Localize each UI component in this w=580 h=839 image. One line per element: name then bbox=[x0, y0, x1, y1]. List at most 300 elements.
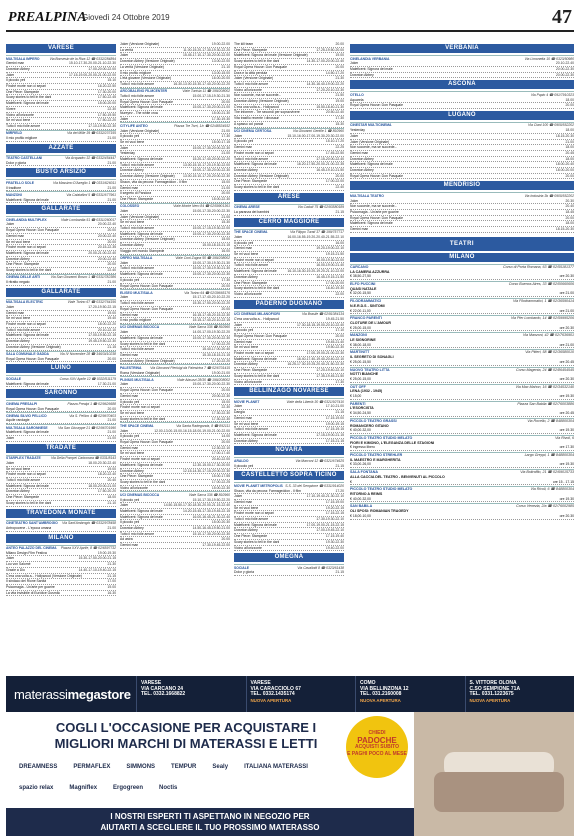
film-title: Joker bbox=[120, 295, 129, 300]
film-title: Tutto il mio folle amore bbox=[120, 226, 155, 230]
film-title: Il ritratto negato bbox=[6, 280, 30, 284]
film-title: Joker bbox=[120, 428, 129, 433]
showtimes: 17.30 bbox=[335, 379, 344, 384]
city-header: TRAVEDONA MONATE bbox=[6, 509, 116, 518]
showtimes: 18.00 bbox=[565, 128, 574, 133]
film-title: Royal Opera House: Don Pasquale bbox=[120, 388, 173, 393]
film-title: One Piece: Stampede bbox=[6, 89, 40, 94]
theatre-title: PICCOLO TEATRO STREHLER bbox=[350, 453, 403, 458]
theatre-title: NUOVO TEATRO LITTA bbox=[350, 367, 390, 372]
showtimes: 21.10 bbox=[107, 500, 116, 505]
cinema-address: Via IV Novembre 28 ☎ 346/3410238 bbox=[59, 352, 116, 357]
showtimes: 17.00-19.00-21.00-22.30 bbox=[306, 351, 344, 356]
show-details bbox=[350, 309, 574, 315]
cinema-title: SOCIALE bbox=[234, 565, 250, 570]
film-title: Grazie a Dio bbox=[6, 567, 25, 572]
brand-logo: TEMPUR bbox=[171, 763, 197, 770]
film-title: Tutto il mio folle amore bbox=[234, 427, 269, 432]
film-title: Gemini man bbox=[234, 499, 253, 504]
page-number: 47 bbox=[552, 6, 572, 28]
film-title: Il piccolo yeti bbox=[234, 139, 254, 144]
cinema-address: Via dei Mille 39 ☎ 0332/237155 bbox=[67, 131, 116, 136]
film-title: Joker bbox=[6, 556, 15, 561]
store-phone: TEL. 0332.1668822 bbox=[141, 691, 186, 697]
film-title: Scary stories to tell in the dark bbox=[234, 539, 280, 544]
cinema-address: Via Massimo D'Azeglio 1 ☎ 0331/626011 bbox=[53, 180, 116, 185]
store-tag: NUOVA APERTURA bbox=[360, 697, 401, 703]
ticket-price: € 25,00-15,00 bbox=[350, 325, 371, 330]
film-title: Joker bbox=[120, 208, 129, 213]
showtimes: 20.00 bbox=[107, 406, 116, 411]
film-title: Il piccolo yeti bbox=[120, 520, 140, 525]
showtimes: 14.50-15.50-17.30-18.30-20.00-21.15-22.40 bbox=[163, 503, 230, 508]
film-title: La paranza dei bambini bbox=[234, 209, 270, 214]
showtimes: 18.00-20.00 bbox=[555, 168, 574, 173]
show-title: LENA (1932 - 1945) bbox=[350, 389, 383, 394]
film-title: Se mi vuoi bene bbox=[6, 316, 31, 321]
cinema-address: Via Brasile ☎ 02/91084134 bbox=[301, 312, 344, 317]
show-title: QUASI NATALE bbox=[350, 286, 377, 291]
showtimes: 14.50-16.45-19.50-21.00 bbox=[192, 526, 230, 531]
film-title: Joker bbox=[234, 322, 243, 327]
showtimes: 15.17-17.40-20.10-22.20 bbox=[192, 295, 230, 300]
film-title: Royal Opera House: Don Pasquale bbox=[234, 64, 287, 69]
showtimes: 17.00 bbox=[107, 579, 116, 584]
store-phone: TEL. 0331.1223675 bbox=[469, 691, 514, 697]
showtimes: 22.25 bbox=[335, 145, 344, 150]
showtimes: 14.00 bbox=[221, 434, 230, 439]
showtimes: 20.10-22.10 bbox=[97, 327, 116, 332]
cinema-address: Corso XXV Aprile 12 ☎ 0332/511179 bbox=[59, 376, 116, 381]
cinema-title: CITYLIFE ANTEO bbox=[120, 123, 148, 128]
showtimes: 20.00-22.30 bbox=[555, 72, 574, 77]
show-details bbox=[350, 497, 574, 503]
showtimes: 18.00-20.40 bbox=[555, 162, 574, 167]
cinema-address: Via Sant'Ambrogio ☎ 0332/978458 bbox=[62, 521, 116, 526]
cinema-address: Via Santa Radegonda, 8 ☎ 892111 bbox=[176, 423, 230, 428]
show-title: IL MAESTRO E MARGHERITA bbox=[350, 457, 401, 462]
show-title: IL SEGRETO DI SONAGLI bbox=[350, 355, 394, 360]
film-title: Scary stories to tell in the dark bbox=[6, 268, 52, 273]
showtimes: 18.00 bbox=[565, 97, 574, 102]
film-title: Royal Opera House: Don Pasquale bbox=[120, 283, 173, 288]
ticket-price: € 32,00-15,50 bbox=[350, 291, 371, 296]
showtimes: 19.50-22.30 bbox=[325, 345, 344, 350]
film-title: Se mi vuoi bene bbox=[6, 239, 31, 244]
ad-footer: I NOSTRI ESPERTI TI ASPETTANO IN NEGOZIO PER AIUTARTI A SCEGLIERE IL TUO PROSSIMO MATERASSO bbox=[6, 808, 414, 836]
film-title: Vicino all'orizzonte bbox=[234, 291, 262, 296]
film-title: One Piece: Stampede bbox=[234, 179, 268, 184]
showtimes: 17.15-19.00 bbox=[325, 499, 344, 504]
showtimes: 20.00 bbox=[565, 103, 574, 108]
film-title: Downton Abbey (Versione Originale) bbox=[6, 344, 61, 349]
showtimes: 15.30-17.50-20.00-22.20 bbox=[192, 301, 230, 306]
showtimes: 17.30 bbox=[335, 116, 344, 121]
showtimes: 15.10 bbox=[107, 78, 116, 83]
cinema-address: Via Calatafimi 5 ☎ 0331/677961 bbox=[66, 192, 116, 197]
showtimes: 15.00 bbox=[221, 179, 230, 184]
brand-logo: Noctis bbox=[159, 784, 178, 791]
showtime-row bbox=[6, 526, 116, 532]
showtimes: 21.00 bbox=[107, 436, 116, 441]
film-title: Maleficent: Signora del male bbox=[6, 250, 49, 255]
cinema-title: CINELANDIA MULTIPLEX bbox=[6, 217, 47, 222]
film-title: Joker bbox=[350, 133, 359, 138]
film-title: Non succede, ma se succede... bbox=[350, 145, 398, 150]
film-title: Roma (Versione Originale) bbox=[120, 370, 160, 375]
film-title: Dangia bbox=[234, 410, 245, 415]
film-title: Maleficent: Signora del male bbox=[350, 162, 393, 167]
cinema-address: Viale Sarca 336 ☎ 892960 bbox=[188, 492, 230, 497]
show-details bbox=[350, 480, 574, 486]
film-title: One Piece: Stampede bbox=[234, 368, 268, 373]
showtimes: 15.00-17.15-19.30-22.00 bbox=[192, 226, 230, 230]
page-header bbox=[0, 0, 580, 40]
newspaper-logo: PREALPINA bbox=[8, 10, 87, 25]
showtimes: 14.40-17.10-19.40-22.15 bbox=[78, 567, 116, 572]
showtimes: 20.40 bbox=[565, 204, 574, 209]
showtimes: 11.00-15.20-17.30-19.30-22.20 bbox=[183, 47, 230, 52]
cinema-title: CINELANDIA VERBANIA bbox=[350, 56, 390, 61]
show-title: L'ESORCISTA bbox=[350, 406, 374, 411]
cinema-title: ELISEO MULTISALA bbox=[120, 290, 153, 295]
show-title: N.E.R.D.S - SINTOMI bbox=[350, 303, 385, 308]
film-title: Se mi vuoi bene bbox=[234, 345, 259, 350]
showtimes: 21.00 bbox=[107, 430, 116, 435]
show-time: ore 20.30 bbox=[559, 513, 574, 518]
listings-column-4 bbox=[350, 42, 574, 672]
showtimes: 17.30-20.00 bbox=[97, 89, 116, 94]
showtimes: 19.20-19.00-22.10 bbox=[316, 246, 344, 251]
cinema-title: TEATRO CASTELLANI bbox=[6, 156, 43, 161]
showtimes: 17.30-18.15-19.00-20.10-22.40 bbox=[297, 322, 344, 327]
theatre-title: FRANCO PARENTI bbox=[350, 316, 382, 321]
city-header: AZZATE bbox=[6, 144, 116, 153]
showtimes: 20.00-22.40 bbox=[97, 222, 116, 227]
showtimes: 17.15-21.15 bbox=[325, 438, 344, 443]
showtimes: 19.00-21.00 bbox=[211, 370, 230, 375]
cinema-title: MULTISALA TEATRO bbox=[350, 193, 384, 198]
film-title: Maleficent: Signora del male bbox=[6, 333, 49, 338]
showtimes: 15.00-17.30-20.00-22.30 bbox=[192, 272, 230, 277]
showtimes: 20.00 bbox=[221, 537, 230, 542]
film-title: Scary stories to tell in the dark bbox=[120, 416, 166, 421]
showtimes: 16.00 bbox=[335, 240, 344, 245]
film-title: Joker (Versione Originale) bbox=[120, 214, 160, 219]
showtimes: 21.15 bbox=[335, 463, 344, 468]
film-title: Joker bbox=[234, 404, 243, 409]
ticket-price: € 40,00-32,00 bbox=[350, 428, 371, 433]
ad-store-bar bbox=[6, 676, 574, 712]
film-title: La vita invisibile di Eurídice Gusmão bbox=[6, 590, 61, 595]
theatre-address: Via Rivoli, 6 bbox=[555, 435, 574, 440]
film-title: Dolor y gloria bbox=[234, 570, 254, 575]
theatre-address: Corso di Porta Romana, 63 ☎ 02/55181377 bbox=[502, 264, 574, 269]
cinema-address: Via Bonvesin de la Riva 12 ☎ 0332/284894 bbox=[49, 56, 116, 61]
showtime-row bbox=[6, 161, 116, 167]
showtime-row bbox=[120, 543, 230, 549]
film-title: Tutto il mio folle amore bbox=[6, 327, 41, 332]
cinema-title: THE SPACE CINEMA bbox=[234, 230, 268, 235]
film-title: Tutto il mio folle amore bbox=[6, 478, 41, 483]
showtimes: 17.10-19.40-21.30-22.10 bbox=[306, 494, 344, 499]
film-title: Gemini man bbox=[350, 150, 369, 155]
showtimes: 20.00 bbox=[221, 191, 230, 196]
showtimes: 20.00-22.30 bbox=[555, 66, 574, 71]
film-title: One Piece: Stampede bbox=[120, 474, 154, 479]
film-title: Downton Abbey (Versione Originale) bbox=[120, 358, 175, 363]
show-title: NOTTI BIANCHE bbox=[350, 372, 379, 377]
film-title: Downton Abbey (Versione Originale) bbox=[234, 99, 289, 104]
showtimes: 19.20-22.15 bbox=[325, 505, 344, 510]
showtimes: 20.00 bbox=[565, 173, 574, 178]
store-phone: TEL. 031.2160008 bbox=[360, 691, 402, 697]
cinema-title: FRATELLO SOLE bbox=[6, 180, 35, 185]
cinema-title: SALA COMUNALE GADDA bbox=[6, 352, 50, 357]
cinema-title: PLINIUS MULTISALA bbox=[120, 377, 154, 382]
film-title: Tutto il mio folle amore bbox=[234, 263, 269, 268]
film-title: Scary stories to tell in the dark bbox=[234, 373, 280, 378]
showtimes: 16.20-22.50 bbox=[97, 84, 116, 89]
showtimes: 15.00-17.30-20.00-21.00 bbox=[192, 105, 230, 110]
showtimes: 17.30-19.45-22.00 bbox=[202, 543, 230, 548]
showtimes: 18.00 bbox=[107, 495, 116, 500]
film-title: Il traditore bbox=[6, 185, 22, 190]
showtimes: 12.00-13.00-15.00-16.15-18.00-19.00-21.00-22.00 bbox=[154, 428, 230, 433]
showtime-row bbox=[234, 380, 344, 386]
cinema-address: Viale Monte Nero 84 ☎ 02/59901361 bbox=[173, 204, 230, 209]
ticket-price: € 38,00-18,00 bbox=[350, 342, 371, 347]
cinema-address: Via Ciani 100 ☎ 0900/552202 bbox=[527, 123, 574, 128]
showtimes: 21.15 bbox=[335, 570, 344, 575]
ticket-price: € 38,50-27,50 bbox=[350, 274, 371, 279]
showtimes: 13.00-22.00 bbox=[211, 59, 230, 64]
showtime-row bbox=[350, 73, 574, 79]
cinema-address: Via Limonetta 10 ☎ 0323/50980 bbox=[524, 56, 574, 61]
showtimes: 17.15-22.15 bbox=[325, 511, 344, 516]
showtimes: 19.00 bbox=[107, 310, 116, 315]
showtimes: 21.50 bbox=[335, 93, 344, 98]
brand-logo: PERMAFLEX bbox=[73, 763, 111, 770]
film-title: Maleficent: Signora del male bbox=[234, 269, 277, 274]
brand-logo: Magniflex bbox=[69, 784, 98, 791]
film-title: Vicino all'orizzonte bbox=[234, 87, 262, 92]
showtimes: 16.00 bbox=[221, 248, 230, 253]
showtimes: 19.00-22.00 bbox=[211, 42, 230, 46]
film-title: Antropocene - L'epoca umana bbox=[6, 525, 52, 530]
cinema-title: ANTEO PALAZZO DEL CINEMA bbox=[6, 546, 57, 550]
showtimes: 20.00 bbox=[107, 262, 116, 267]
showtimes: 16.40-19.30 bbox=[325, 286, 344, 291]
cinema-title: CINETEATRO SANT'AMBROGIO bbox=[6, 521, 58, 526]
showtime-row bbox=[6, 280, 116, 286]
theatre-title: SAN BABILA bbox=[350, 504, 373, 509]
show-title: LE SIGNORINE bbox=[350, 338, 376, 343]
showtimes: 15.00-17.30-20.00-22.30 bbox=[192, 335, 230, 340]
showtimes: 18.20-22.40 bbox=[97, 472, 116, 477]
film-title: Gemini man bbox=[6, 233, 25, 238]
city-header: LUGANO bbox=[350, 111, 574, 120]
film-title: Royal Opera House: Don Pasquale bbox=[120, 440, 173, 445]
showtime-row bbox=[234, 439, 344, 445]
theatre-address: Largo Greppi, 1 ☎ 848800304 bbox=[524, 453, 574, 458]
showtimes: 21.00 bbox=[221, 185, 230, 190]
cinema-address: Via S. Pellico 4 ☎ 02/9670403 bbox=[69, 413, 116, 418]
showtimes: 22.30 bbox=[221, 405, 230, 410]
showtimes: 21.00 bbox=[107, 160, 116, 165]
showtimes: 17.20-20.10-22.30 bbox=[316, 87, 344, 92]
showtimes: 17.30-22.30 bbox=[211, 416, 230, 421]
showtimes: 17.20 bbox=[335, 488, 344, 493]
film-title: Gemini man bbox=[6, 310, 25, 315]
show-details bbox=[350, 394, 574, 400]
show-details bbox=[350, 428, 574, 434]
showtimes: 17.50-22.45 bbox=[97, 95, 116, 100]
film-title: Tutto il mio folle amore bbox=[120, 81, 155, 86]
showtimes: 20.00 bbox=[565, 215, 574, 220]
showtimes: 20.00 bbox=[221, 440, 230, 445]
showtimes: 12.30-15.00-17.30-20.00 bbox=[192, 462, 230, 467]
cinema-title: MIRFIELD bbox=[6, 131, 23, 136]
theatre-title: SALA FONTANA bbox=[350, 470, 378, 475]
showtimes: 17.25-19.50-20.00 bbox=[316, 47, 344, 52]
film-title: Maleficent: Signora del male bbox=[120, 272, 163, 277]
showtimes: 17.00-22.20 bbox=[211, 341, 230, 346]
film-title: Maleficent: Signora del male bbox=[350, 221, 393, 226]
cinema-title: ARALDO bbox=[234, 458, 249, 463]
theatres-city: MILANO bbox=[350, 253, 574, 262]
showtimes: 20.00-22.40 bbox=[97, 233, 116, 238]
film-title: Joker bbox=[234, 133, 243, 138]
theatre-address: Via Pitteri, 58 ☎ 02/36580010 bbox=[525, 350, 574, 355]
show-time: ore 20.45 bbox=[559, 411, 574, 416]
theatre-address: Via Rovello, 2 ☎ 848800304 bbox=[527, 418, 574, 423]
showtimes: 20.00 bbox=[107, 356, 116, 361]
film-title: Royal Opera House: Don Pasquale bbox=[6, 228, 59, 233]
showtimes: 15.00-20.30 bbox=[211, 520, 230, 525]
cinema-title: CINEMA PRESALPI bbox=[6, 401, 38, 406]
cinema-title: STARPLEX TRADATE bbox=[6, 456, 41, 461]
showtimes: 14.50-17.20 bbox=[325, 70, 344, 75]
show-title: ALLA CACCIA DEL TEATRO - BENVENUTI AL PICCOLO bbox=[350, 474, 445, 479]
film-title: The informer - Tre secondi per sopravvivere bbox=[234, 110, 300, 115]
show-details bbox=[350, 377, 574, 383]
film-title: Maleficent: Signora del male bbox=[120, 508, 163, 513]
showtime-row bbox=[234, 185, 344, 191]
show-time: ore 17.30 bbox=[559, 445, 574, 450]
bed-image bbox=[414, 712, 574, 836]
show-time: ore 21.00 bbox=[559, 291, 574, 296]
store-city: S. VITTORE OLONA bbox=[469, 680, 517, 686]
showtimes: 16.00-20.00 bbox=[211, 76, 230, 81]
ticket-price: € 25,00-15,50 bbox=[350, 359, 371, 364]
show-details bbox=[350, 462, 574, 468]
show-time: ore 20.30 bbox=[559, 376, 574, 381]
city-header: NOVARA bbox=[234, 446, 344, 455]
film-title: Maleficent: Signora del male bbox=[6, 197, 49, 202]
film-title: Gemini man bbox=[234, 415, 253, 420]
film-title: C'era una volta a... Hollywood bbox=[234, 316, 279, 321]
brand-logo: ITALIANA MATERASSI bbox=[244, 763, 308, 770]
showtimes: 15.00-17.30-20.00-22.30 bbox=[192, 168, 230, 173]
film-title: Maleficent: Signora del male bbox=[120, 157, 163, 162]
cinema-address: Via San Giovanni Bosco 1 ☎ 0331/782386 bbox=[50, 275, 116, 280]
film-title: Downton Abbey (Versione Originale) bbox=[120, 59, 175, 64]
show-details bbox=[350, 291, 574, 297]
showtimes: 20.15-22.35 bbox=[97, 245, 116, 250]
brand-logo: SIMMONS bbox=[126, 763, 156, 770]
film-title: Tutto il mio folle amore bbox=[234, 517, 269, 522]
city-header: LUINO bbox=[6, 364, 116, 373]
showtimes: 19.45-19.50-22.30 bbox=[88, 339, 116, 344]
ad-headline: COGLI L'OCCASIONE PER ACQUISTARE I MIGLIORI MARCHI DI MATERASSI E LETTI bbox=[54, 720, 318, 751]
showtimes: 17.00-17.40 bbox=[211, 451, 230, 456]
showtimes: 17.50-22.20 bbox=[97, 118, 116, 123]
showtimes: 17.30-22.30 bbox=[211, 411, 230, 415]
showtimes: 15.00-17.30-20.00-22.30 bbox=[192, 382, 230, 387]
film-title: Joker bbox=[350, 198, 359, 203]
film-title: Il piccolo yeti bbox=[120, 497, 140, 502]
showtime-row bbox=[6, 591, 116, 597]
showtimes: 15.00-17.30-19.30-21.30 bbox=[192, 266, 230, 271]
showtimes: 21.00 bbox=[565, 139, 574, 144]
film-title: Se mi vuoi bene bbox=[6, 466, 31, 471]
ad-brand-list bbox=[16, 758, 346, 796]
showtimes: 21.15 bbox=[107, 573, 116, 578]
showtimes: 18.00-20.00-21.00 bbox=[88, 483, 116, 488]
theatre-address: Corso Venezia, 2/a ☎ 02/76002985 bbox=[516, 504, 574, 509]
showtimes: 17.30-21.00 bbox=[97, 381, 116, 386]
showtimes: 16.45-19.10-21.50 bbox=[316, 167, 344, 172]
cinema-address: Via Filippo Turati 37 ☎ 199/757717 bbox=[290, 230, 344, 235]
showtimes: 14.30-16.40-19.00-22.20 bbox=[306, 81, 344, 86]
showtimes: 20.00 bbox=[335, 64, 344, 69]
showtimes: 16.10-16.30-19.20-19.20-21.10-22.00 bbox=[287, 269, 344, 274]
theatre-address: Via Pier Lombardo, 14 ☎ 02/59995206 bbox=[510, 316, 574, 321]
cinema-title: CINEMA SILVIO PELLICO bbox=[6, 413, 47, 418]
film-title: Finché morte non ci separi bbox=[234, 150, 274, 155]
film-title: Gemini man bbox=[350, 227, 369, 232]
showtimes: 17.00-19.00-21.15-22.15 bbox=[306, 522, 344, 527]
showtimes: 20.00 bbox=[221, 306, 230, 311]
show-time: ore 21.00 bbox=[559, 308, 574, 313]
film-title: Downton Abbey bbox=[234, 438, 258, 443]
film-title: Il piccolo yeti bbox=[120, 399, 140, 404]
cinema-address: Via Papio 4 ☎ 091/7910323 bbox=[530, 92, 574, 97]
showtimes: 21.30 bbox=[107, 562, 116, 567]
ticket-price: € 15,00 bbox=[350, 394, 362, 399]
film-title: Joker bbox=[120, 260, 129, 265]
showtimes: 17.30 bbox=[221, 134, 230, 139]
film-title: Scary stories to tell in the dark bbox=[234, 286, 280, 291]
ticket-price: € bbox=[350, 479, 352, 484]
film-title: Downton Abbey bbox=[234, 274, 258, 279]
film-title: Viaggio nel mondo Stampede bbox=[120, 248, 165, 253]
film-title: Maleficent: Signora del male bbox=[6, 483, 49, 488]
film-title: Il piccolo yeti bbox=[120, 277, 140, 282]
cinema-title: ARCOBALENO FILMCENTER bbox=[120, 89, 168, 94]
showtimes: 13.00-15.10-17.20-20.00-22.30 bbox=[183, 174, 230, 179]
showtimes: 17.45-22.50 bbox=[325, 150, 344, 155]
showtimes: 21.15 bbox=[335, 209, 344, 214]
showtimes: 15.00-17.30-20.00-22.30 bbox=[192, 145, 230, 150]
ticket-price: € 40,00-32,00 bbox=[350, 496, 371, 501]
cinema-title: CINEMA DELLE ARTI bbox=[6, 275, 41, 280]
showtimes: 17.35-19.45-21.50 bbox=[316, 373, 344, 378]
film-title: Downton Abbey bbox=[6, 66, 30, 71]
showtime-row bbox=[234, 546, 344, 552]
showtimes: 17.00-22.25 bbox=[211, 479, 230, 484]
